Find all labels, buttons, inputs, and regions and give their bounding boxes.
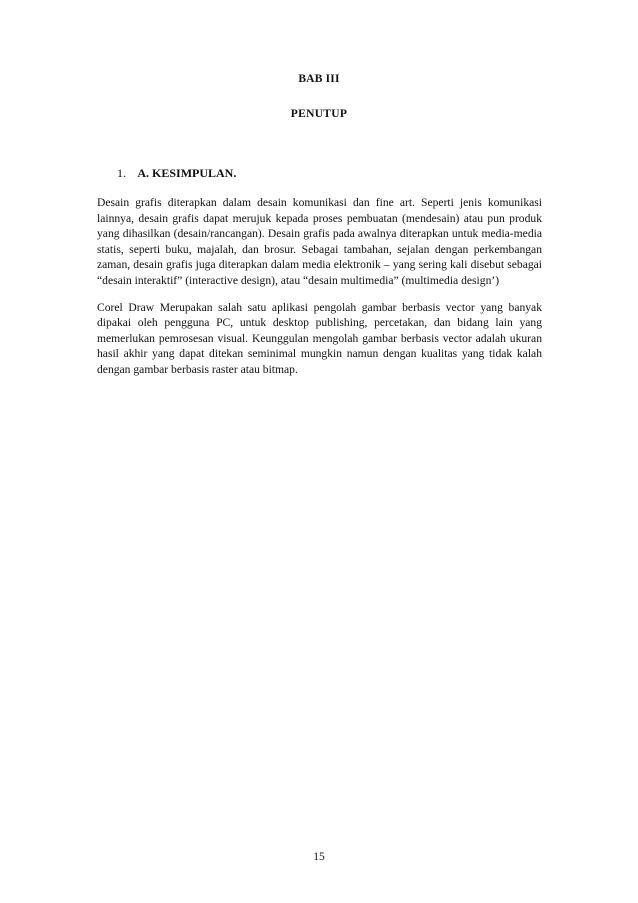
- chapter-label: BAB III: [298, 73, 340, 85]
- section-number: 1.: [117, 166, 126, 180]
- body-text: [97, 195, 542, 389]
- page-number: 15: [313, 851, 325, 863]
- section-title: A. KESIMPULAN.: [137, 166, 237, 180]
- paragraph-desain-grafis: Desain grafis diterapkan dalam desain komunikasi dan fine art. Seperti jenis komunikasi lainnya, desain grafis dapat merujuk kepada proses pembuatan (mendesain) atau pun produk yang dihasilkan (desain/rancangan). Desain grafis pada awalnya diterapkan untuk media-media statis, seperti buku, majalah, dan brosur. Sebagai tambahan, sejalan dengan perkembangan zaman, desain grafis juga diterapkan dalam media elektronik – yang sering kali disebut sebagai “desain interaktif” (interactive design), atau “desain multimedia” (multimedia design’): [97, 196, 542, 287]
- section-heading: [117, 166, 236, 181]
- paragraph-corel-draw: Corel Draw Merupakan salah satu aplikasi pengolah gambar berbasis vector yang banyak dipakai oleh pengguna PC, untuk desktop publishing, percetakan, dan bidang lain yang memerlukan pemrosesan visual. Keunggulan mengolah gambar berbasis vector adalah ukuran hasil akhir yang dapat ditekan seminimal mungkin namun dengan kualitas yang tidak kalah dengan gambar berbasis raster atau bitmap.: [97, 300, 542, 376]
- chapter-title: PENUTUP: [290, 108, 348, 120]
